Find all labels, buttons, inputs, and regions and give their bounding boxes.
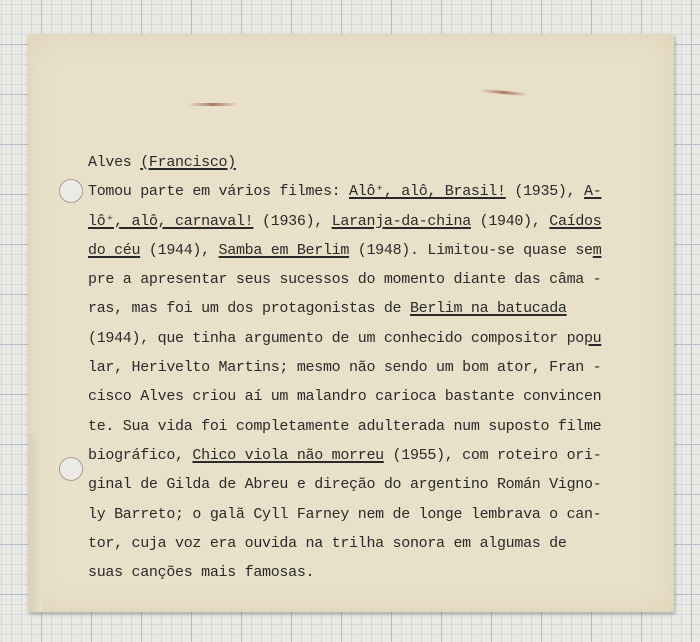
text-run: (1935), [505,183,585,201]
text-line [88,236,648,265]
typed-entry [88,148,648,587]
text-line [88,294,648,323]
film-title: Samba em Berlim [218,241,350,259]
film-title: Laranja-da-china [331,212,471,230]
text-line [88,353,648,382]
text-run: (1948). Limitou-se quase se [349,241,593,259]
typed-underline-mark: m [592,241,602,259]
text-run: (1940), [470,212,550,230]
paper-mark [480,89,528,96]
text-run: pre a apresentar seus sucessos do momento diante das câma - [88,271,602,289]
text-run: suas canções mais famosas. [88,564,315,582]
text-run: Tomou parte em vários filmes: [88,183,350,201]
punch-hole [59,457,83,481]
text-run: cisco Alves criou aí um malandro carioca bastante convincen [88,388,602,406]
film-title: lô⁺, alô, carnaval! [88,212,254,230]
text-line [88,207,648,236]
text-line [88,412,648,441]
typed-underline-mark: pu [583,329,602,347]
text-run: (1955), com roteiro ori- [383,446,602,464]
film-title: A- [584,183,602,201]
paper-mark [188,103,238,106]
text-run: lar, Herivelto Martins; mesmo não sendo um bom ator, Fran - [88,359,602,377]
text-line [88,441,648,470]
text-line [88,265,648,294]
text-run: (1936), [253,212,332,230]
text-line [88,324,648,353]
text-run: ginal de Gilda de Abreu e direção do argentino Román Vigno- [88,476,602,494]
text-run: biográfico, [88,446,193,464]
text-line [88,500,648,529]
text-run: tor, cuja voz era ouvida na trilha sonora em algumas de [88,534,567,552]
heading-first-name: (Francisco) [140,154,236,171]
text-line [88,470,648,499]
film-title: Chico viola não morreu [192,446,384,464]
entry-heading [88,148,648,177]
film-title: Berlim na batucada [409,300,567,318]
text-run: ly Barreto; o galã Cyll Farney nem de longe lembrava o can- [88,505,602,523]
film-title: do céu [88,241,141,259]
text-run: (1944), que tinha argumento de um conhecido compositor po [88,329,584,347]
text-line [88,558,648,587]
text-line [88,177,648,206]
text-line [88,382,648,411]
text-run: ras, mas foi um dos protagonistas de [88,300,410,318]
text-run: (1944), [140,241,219,259]
heading-name: Alves [88,154,141,171]
text-run: te. Sua vida foi completamente adulterada num suposto filme [88,417,602,435]
torn-edge [28,434,42,612]
index-card [28,34,674,612]
punch-hole [59,179,83,203]
text-line [88,529,648,558]
film-title: Alô⁺, alô, Brasil! [349,183,506,201]
film-title: Caídos [549,212,602,230]
